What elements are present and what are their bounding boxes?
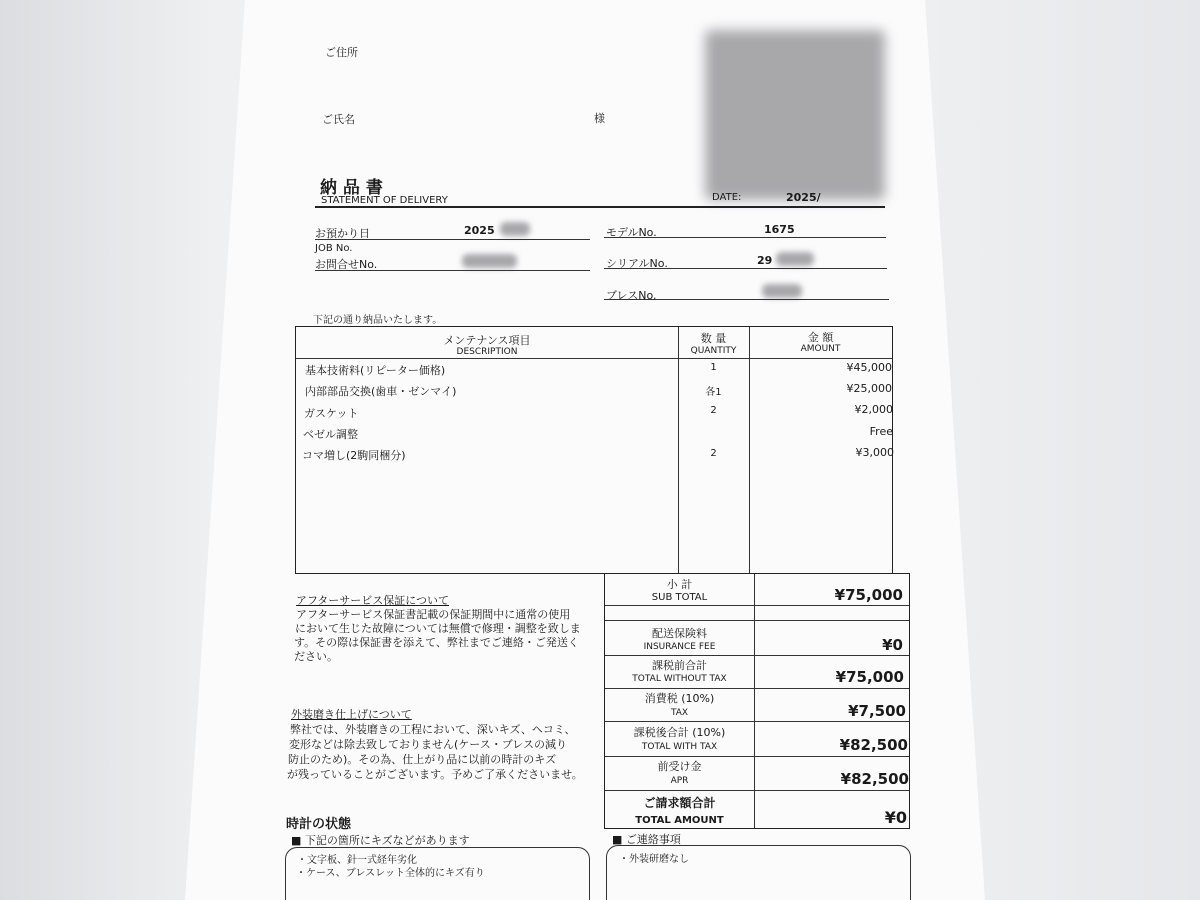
- pretax-label-en: TOTAL WITHOUT TAX: [632, 674, 727, 684]
- warranty-line: アフターサービス保証書記載の保証期間中に通常の使用: [296, 608, 571, 621]
- polish-line: が残っていることがございます。予めご了承くださいませ。: [287, 768, 583, 781]
- item-qty: 1: [710, 362, 717, 373]
- contact-heading: ■ ご連絡事項: [612, 833, 681, 846]
- tax-label-en: TAX: [670, 708, 689, 718]
- totals-rule: [605, 655, 909, 656]
- advance-value: ¥82,500: [840, 770, 909, 788]
- col-qty-en: QUANTITY: [690, 346, 737, 356]
- press-redaction: [762, 284, 802, 298]
- received-date-label: お預かり日: [315, 227, 370, 240]
- item-qty: 2: [710, 448, 717, 459]
- item-amount: ¥3,000: [855, 446, 894, 459]
- with-tax-value: ¥82,500: [839, 736, 908, 754]
- date-label: DATE:: [712, 192, 742, 203]
- serial-label: シリアルNo.: [606, 257, 668, 270]
- honorific: 様: [594, 112, 605, 125]
- title-en: STATEMENT OF DELIVERY: [321, 195, 448, 206]
- warranty-line: す。その際は保証書を添えて、弊社までご連絡・ご発送く: [294, 636, 579, 649]
- insurance-label-en: INSURANCE FEE: [643, 642, 716, 652]
- model-value: 1675: [764, 223, 795, 236]
- inquiry-redaction: [462, 254, 517, 268]
- total-amount-value: ¥0: [884, 808, 907, 827]
- col-amount-jp: 金 額: [807, 331, 834, 344]
- totals-rule: [605, 790, 909, 791]
- tax-value: ¥7,500: [848, 702, 906, 720]
- total-amount-label-jp: ご請求額合計: [643, 796, 716, 810]
- date-value: 2025/: [786, 191, 821, 204]
- insurance-label-jp: 配送保険料: [652, 627, 707, 640]
- item-desc: コマ増し(2駒同梱分): [302, 449, 406, 462]
- polish-title: 外装磨き仕上げについて: [291, 708, 412, 721]
- condition-title: 時計の状態: [286, 817, 352, 832]
- subtotal-label-jp: 小 計: [666, 578, 693, 591]
- totals-rule: [605, 605, 909, 606]
- totals-rule: [605, 721, 909, 722]
- name-label: ご氏名: [322, 113, 355, 126]
- polish-line: 防止のため)。その為、仕上がり品に以前の時計のキズ: [288, 753, 557, 766]
- with-tax-label-jp: 課税後合計 (10%): [633, 726, 726, 739]
- serial-value: 29: [757, 254, 773, 267]
- serial-redaction: [776, 252, 814, 266]
- model-rule: [604, 237, 886, 238]
- col-desc-en: DESCRIPTION: [456, 347, 518, 357]
- warranty-line: ださい。: [294, 650, 338, 663]
- warranty-title: アフターサービス保証について: [296, 594, 450, 607]
- contact-line: ・外装研磨なし: [619, 854, 689, 865]
- polish-line: 弊社では、外装磨きの工程において、深いキズ、ヘコミ、: [290, 723, 576, 736]
- totals-rule: [605, 756, 909, 757]
- press-rule: [604, 299, 889, 300]
- inquiry-label: お問合せNo.: [315, 258, 378, 271]
- item-desc: 内部部品交換(歯車・ゼンマイ): [305, 385, 457, 398]
- items-header-rule: [296, 358, 892, 359]
- intro-text: 下記の通り納品いたします。: [313, 315, 443, 326]
- warranty-line: において生じた故障については無償で修理・調整を致しま: [295, 622, 581, 635]
- item-desc: ベゼル調整: [303, 428, 358, 441]
- item-amount: ¥45,000: [846, 361, 892, 374]
- address-label: ご住所: [325, 46, 358, 59]
- totals-rule: [605, 620, 909, 621]
- tax-label-jp: 消費税 (10%): [644, 692, 715, 705]
- inquiry-rule: [315, 270, 590, 271]
- item-amount: ¥2,000: [854, 403, 893, 416]
- item-amount: Free: [869, 425, 893, 438]
- totals-rule: [605, 688, 909, 689]
- col-qty-jp: 数 量: [700, 332, 727, 345]
- subtotal-value: ¥75,000: [834, 586, 903, 604]
- polish-line: 変形などは除去致しておりません(ケース・ブレスの減り: [289, 738, 567, 751]
- redacted-address-blur: [705, 30, 885, 200]
- serial-rule: [604, 268, 887, 269]
- item-amount: ¥25,000: [846, 382, 892, 395]
- model-label: モデルNo.: [606, 226, 657, 239]
- col-amount-en: AMOUNT: [800, 344, 841, 354]
- col-desc-jp: メンテナンス項目: [443, 334, 531, 347]
- item-qty: 各1: [705, 387, 722, 398]
- press-label: ブレスNo.: [606, 289, 657, 302]
- condition-line: ・ケース、ブレスレット全体的にキズ有り: [296, 868, 485, 879]
- pretax-label-jp: 課税前合計: [652, 659, 707, 672]
- item-desc: 基本技術料(リピーター価格): [305, 364, 446, 377]
- condition-heading: ■ 下記の箇所にキズなどがあります: [291, 834, 470, 847]
- insurance-value: ¥0: [882, 636, 903, 654]
- title-rule: [315, 206, 885, 208]
- item-desc: ガスケット: [304, 407, 359, 420]
- subtotal-label-en: SUB TOTAL: [651, 592, 708, 603]
- received-date-rule: [315, 239, 590, 240]
- received-date-redaction: [500, 222, 530, 236]
- advance-label-en: APR: [670, 776, 689, 786]
- job-label: JOB No.: [315, 243, 353, 254]
- title-jp: 納 品 書: [320, 178, 383, 198]
- pretax-value: ¥75,000: [835, 668, 904, 686]
- advance-label-jp: 前受け金: [657, 760, 702, 773]
- total-amount-label-en: TOTAL AMOUNT: [635, 815, 724, 826]
- received-date-value: 2025: [464, 224, 495, 237]
- with-tax-label-en: TOTAL WITH TAX: [641, 742, 718, 752]
- item-qty: 2: [710, 405, 717, 416]
- condition-line: ・文字板、針一式経年劣化: [297, 855, 417, 866]
